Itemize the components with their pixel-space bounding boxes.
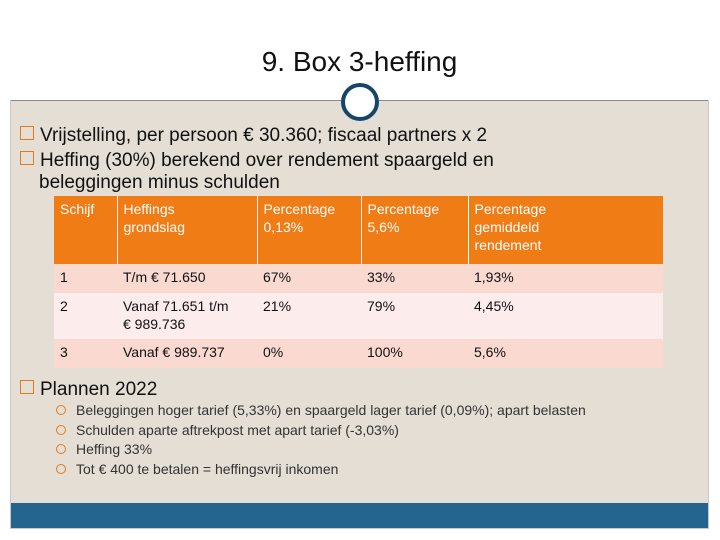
slide-title: 9. Box 3-heffing [261, 46, 458, 77]
cell-line: 100% [367, 344, 403, 360]
cell-line: rendement [474, 237, 542, 253]
plans-heading: Plannen 2022 [40, 379, 158, 400]
square-bullet-icon [20, 126, 34, 140]
list-item [56, 440, 586, 460]
circle-ornament-icon [341, 83, 379, 121]
bullet-text: Vrijstelling, per persoon € 30.360; fiscaal partners x 2 [40, 125, 488, 146]
header-cell [468, 196, 663, 264]
cell-line: 33% [367, 269, 396, 285]
cell-line: 0,13% [263, 219, 304, 235]
list-item-text: Tot € 400 te betalen = heffingsvrij inkomen [76, 460, 339, 477]
cell-line: 0% [263, 344, 284, 360]
list-item-text: Beleggingen hoger tarief (5,33%) en spaargeld lager tarief (0,09%); apart belasten [76, 402, 586, 418]
cell-line: T/m € 71.650 [123, 269, 206, 285]
bullet-vrijstelling [20, 125, 487, 147]
cell-line: 79% [367, 298, 396, 314]
cell-line: 5,6% [474, 344, 506, 360]
bullet-heffing [20, 150, 494, 172]
cell-line: 2 [60, 298, 68, 314]
schijf-table [54, 196, 663, 368]
table-cell [117, 293, 257, 339]
plans-list [56, 401, 586, 479]
table-cell [361, 339, 468, 368]
divider-right [379, 100, 708, 101]
cell-line: Percentage [474, 201, 547, 217]
square-bullet-icon [20, 380, 34, 394]
ring-bullet-icon [56, 425, 66, 435]
cell-line: grondslag [123, 219, 185, 235]
cell-line: 3 [60, 344, 68, 360]
bullet-text: Heffing (30%) berekend over rendement spaargeld en [40, 150, 494, 171]
table-header-row [54, 196, 663, 264]
list-item [56, 421, 586, 441]
table-cell [117, 264, 257, 293]
cell-line: Heffings [123, 201, 175, 217]
cell-line: 5,6% [367, 219, 400, 235]
table-cell [54, 293, 117, 339]
table-cell [54, 264, 117, 293]
table-cell [117, 339, 257, 368]
header-cell [361, 196, 468, 264]
table-cell [257, 264, 361, 293]
cell-line: Vanaf € 989.737 [123, 344, 225, 360]
list-item-text: Schulden aparte aftrekpost met apart tarief (-3,03%) [76, 421, 399, 438]
table-cell [468, 293, 663, 339]
bullet-heffing-continuation: beleggingen minus schulden [39, 172, 280, 193]
cell-line: 1 [60, 269, 68, 285]
square-bullet-icon [20, 151, 34, 165]
cell-line: Percentage [367, 201, 440, 217]
table-cell [361, 264, 468, 293]
cell-line: Vanaf 71.651 t/m [123, 298, 229, 314]
table-cell [361, 293, 468, 339]
header-cell [54, 196, 117, 264]
list-item-text: Heffing 33% [76, 441, 153, 457]
table-row [54, 264, 663, 293]
cell-line: 67% [263, 269, 292, 285]
ring-bullet-icon [56, 464, 66, 474]
ring-bullet-icon [56, 444, 66, 454]
cell-line: Percentage [263, 201, 336, 217]
table-cell [468, 339, 663, 368]
table-row [54, 339, 663, 368]
header-cell [257, 196, 361, 264]
cell-line: 4,45% [474, 298, 514, 314]
cell-line: 21% [263, 298, 292, 314]
header-cell [117, 196, 257, 264]
list-item [56, 460, 586, 480]
table-cell [257, 339, 361, 368]
cell-line: gemiddeld [474, 219, 540, 235]
bullet-plannen [20, 379, 157, 401]
ring-bullet-icon [56, 405, 66, 415]
divider-left [11, 100, 341, 101]
cell-line: 1,93% [474, 269, 514, 285]
table-row [54, 293, 663, 339]
table-cell [257, 293, 361, 339]
cell-line: Schijf [60, 201, 95, 217]
cell-line: € 989.736 [123, 316, 186, 332]
table-cell [54, 339, 117, 368]
footer-bar [11, 503, 708, 528]
list-item [56, 401, 586, 421]
table-cell [468, 264, 663, 293]
